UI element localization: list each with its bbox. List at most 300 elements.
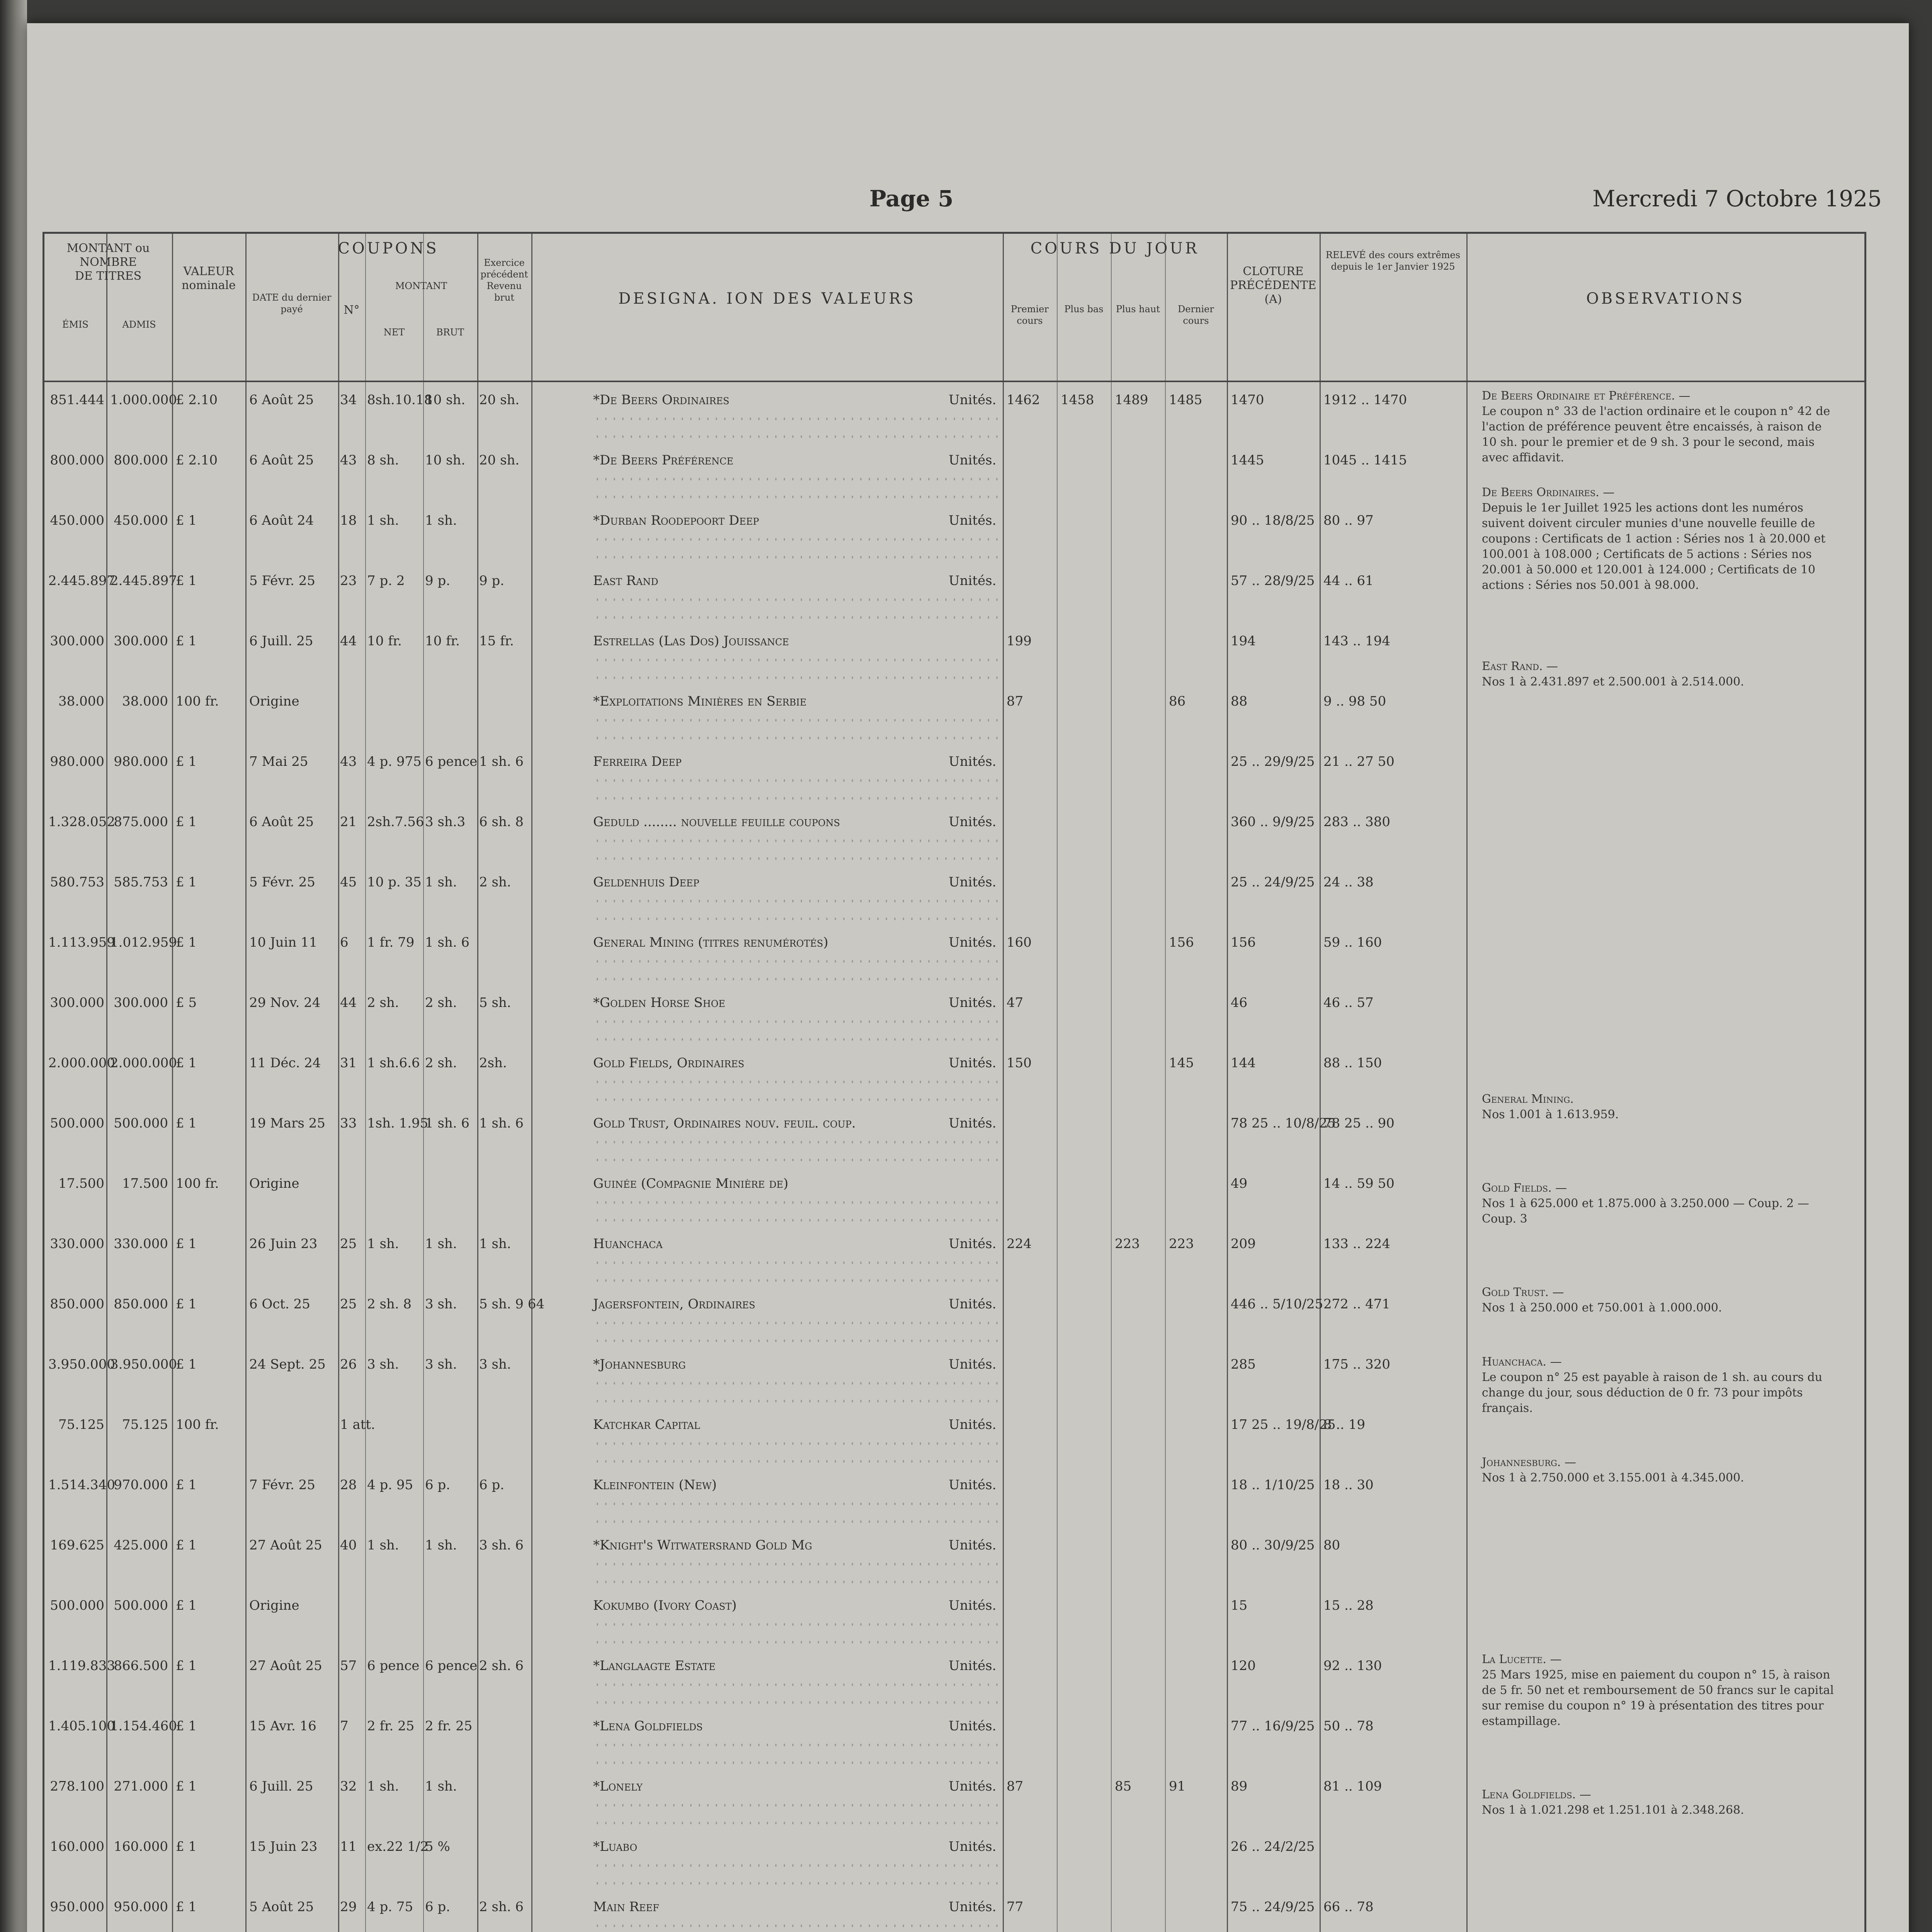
cell-dc: 223 bbox=[1169, 1236, 1194, 1252]
header-cours-du-jour: COURS DU JOUR bbox=[1030, 240, 1199, 257]
cell-unit: Unités. bbox=[949, 1417, 997, 1432]
cell-no: 1 att. bbox=[340, 1417, 375, 1432]
observation-text: Le coupon n° 33 de l'action ordinaire et le coupon n° 42 de l'action de préférence peuvent être encaissés, à raison de 10 sh. pour le premier et de 9 sh. 3 pour le second, mais avec affidavit. bbox=[1482, 405, 1830, 464]
cell-p1: 199 bbox=[1007, 633, 1032, 649]
cell-rel: 9 .. 98 50 bbox=[1323, 694, 1386, 709]
cell-unit: Unités. bbox=[949, 1477, 997, 1493]
cell-clo: 1470 bbox=[1231, 392, 1264, 408]
cell-date: Origine bbox=[249, 694, 299, 709]
cell-name: *Luabo bbox=[593, 1839, 638, 1854]
cell-clo: 194 bbox=[1231, 633, 1256, 649]
cell-val: £ 1 bbox=[176, 1779, 197, 1794]
leader-dots bbox=[593, 1857, 999, 1894]
cell-name: *Lonely bbox=[593, 1779, 643, 1794]
cell-p1: 224 bbox=[1007, 1236, 1032, 1252]
cell-val: £ 2.10 bbox=[176, 452, 218, 468]
leader-dots bbox=[593, 1194, 999, 1231]
cell-no: 57 bbox=[340, 1658, 357, 1673]
cell-rev: 20 sh. bbox=[479, 392, 520, 408]
cell-p1: 47 bbox=[1007, 995, 1024, 1010]
cell-rev: 2 sh. bbox=[479, 874, 511, 890]
cell-rel: 14 .. 59 50 bbox=[1323, 1176, 1395, 1191]
cell-rev: 9 p. bbox=[479, 573, 505, 588]
cell-clo: 89 bbox=[1231, 1779, 1248, 1794]
cell-rel: 18 .. 30 bbox=[1323, 1477, 1374, 1493]
cell-date: 6 Août 25 bbox=[249, 392, 314, 408]
cell-p1: 87 bbox=[1007, 1779, 1024, 1794]
cell-rel: 66 .. 78 bbox=[1323, 1899, 1374, 1915]
cell-date: 24 Sept. 25 bbox=[249, 1357, 326, 1372]
cell-date: 7 Févr. 25 bbox=[249, 1477, 315, 1493]
cell-name: Huanchaca bbox=[593, 1236, 663, 1252]
cell-name: Katchkar Capital bbox=[593, 1417, 700, 1432]
cell-date: 6 Août 24 bbox=[249, 513, 314, 528]
cell-clo: 46 bbox=[1231, 995, 1248, 1010]
observation-title: East Rand. — bbox=[1482, 660, 1558, 673]
cell-ph: 223 bbox=[1115, 1236, 1140, 1252]
cell-val: £ 1 bbox=[176, 814, 197, 830]
cell-emis: 300.000 bbox=[50, 995, 104, 1010]
cell-val: £ 2.10 bbox=[176, 392, 218, 408]
header-designation: DESIGNA. ION DES VALEURS bbox=[618, 290, 916, 308]
cell-unit: Unités. bbox=[949, 1598, 997, 1613]
observation-title: Gold Trust. — bbox=[1482, 1286, 1564, 1299]
cell-val: £ 1 bbox=[176, 1658, 197, 1673]
cell-admis: 17.500 bbox=[122, 1176, 168, 1191]
cell-emis: 1.328.052 bbox=[48, 814, 116, 830]
header-emis: ÉMIS bbox=[62, 319, 88, 330]
cell-dc: 145 bbox=[1169, 1055, 1194, 1071]
leader-dots bbox=[593, 1555, 999, 1592]
cell-rev: 1 sh. bbox=[479, 1236, 511, 1252]
cell-name: General Mining (titres renumérotés) bbox=[593, 935, 828, 950]
header-valeur: VALEUR nominale bbox=[182, 265, 236, 292]
observation-text: Nos 1 à 625.000 et 1.875.000 à 3.250.000 — Coup. 2 — Coup. 3 bbox=[1482, 1197, 1809, 1226]
cell-rel: 80 .. 97 bbox=[1323, 513, 1374, 528]
cell-brut: 9 p. bbox=[425, 573, 451, 588]
header-montant: MONTANT ou NOMBRE DE TITRES bbox=[66, 242, 150, 283]
leader-dots bbox=[593, 410, 999, 447]
cell-admis: 980.000 bbox=[114, 754, 168, 769]
cell-name: *De Beers Préférence bbox=[593, 452, 734, 468]
cell-no: 43 bbox=[340, 754, 357, 769]
leader-dots bbox=[593, 470, 999, 507]
observation-note bbox=[1482, 1092, 1837, 1122]
cell-net: 4 p. 95 bbox=[367, 1477, 413, 1493]
cell-net: 2 sh. 8 bbox=[367, 1296, 412, 1312]
cell-no: 26 bbox=[340, 1357, 357, 1372]
cell-rel: 46 .. 57 bbox=[1323, 995, 1374, 1010]
cell-date: 19 Mars 25 bbox=[249, 1116, 325, 1131]
cell-rel: 59 .. 160 bbox=[1323, 935, 1382, 950]
cell-val: £ 1 bbox=[176, 1899, 197, 1915]
leader-dots bbox=[593, 1917, 999, 1932]
cell-net: 6 pence bbox=[367, 1658, 420, 1673]
cell-brut: 10 sh. bbox=[425, 392, 466, 408]
cell-emis: 950.000 bbox=[50, 1899, 104, 1915]
leader-dots bbox=[593, 772, 999, 809]
cell-name: *Lena Goldfields bbox=[593, 1718, 703, 1734]
leader-dots bbox=[593, 1616, 999, 1653]
cell-p1: 150 bbox=[1007, 1055, 1032, 1071]
cell-rev: 15 fr. bbox=[479, 633, 514, 649]
cell-dc: 156 bbox=[1169, 935, 1194, 950]
cell-unit: Unités. bbox=[949, 1116, 997, 1131]
cell-emis: 169.625 bbox=[50, 1537, 104, 1553]
leader-dots bbox=[593, 892, 999, 929]
cell-no: 29 bbox=[340, 1899, 357, 1915]
newspaper-page bbox=[27, 23, 1909, 1932]
cell-emis: 500.000 bbox=[50, 1598, 104, 1613]
cell-net: 1 sh. bbox=[367, 1537, 399, 1553]
observation-note bbox=[1482, 1285, 1837, 1316]
observation-note bbox=[1482, 388, 1837, 466]
cell-name: Geduld ........ nouvelle feuille coupons bbox=[593, 814, 840, 830]
cell-name: East Rand bbox=[593, 573, 658, 588]
cell-clo: 26 .. 24/2/25 bbox=[1231, 1839, 1315, 1854]
cell-unit: Unités. bbox=[949, 814, 997, 830]
cell-net: 10 p. 35 bbox=[367, 874, 422, 890]
cell-unit: Unités. bbox=[949, 1779, 997, 1794]
cell-admis: 850.000 bbox=[114, 1296, 168, 1312]
cell-rel: 44 .. 61 bbox=[1323, 573, 1374, 588]
cell-val: £ 1 bbox=[176, 1537, 197, 1553]
cell-no: 25 bbox=[340, 1236, 357, 1252]
cell-net: 7 p. 2 bbox=[367, 573, 405, 588]
cell-emis: 980.000 bbox=[50, 754, 104, 769]
cell-val: 100 fr. bbox=[176, 694, 219, 709]
cell-clo: 120 bbox=[1231, 1658, 1256, 1673]
cell-clo: 25 .. 24/9/25 bbox=[1231, 874, 1315, 890]
cell-admis: 300.000 bbox=[114, 995, 168, 1010]
cell-brut: 6 pence bbox=[425, 754, 478, 769]
cell-admis: 160.000 bbox=[114, 1839, 168, 1854]
cell-emis: 1.405.100 bbox=[48, 1718, 116, 1734]
cell-val: £ 1 bbox=[176, 874, 197, 890]
cell-rev: 2 sh. 6 bbox=[479, 1658, 524, 1673]
cell-date: 26 Juin 23 bbox=[249, 1236, 318, 1252]
cell-no: 25 bbox=[340, 1296, 357, 1312]
header-no: N° bbox=[344, 303, 360, 317]
cell-name: *Langlaagte Estate bbox=[593, 1658, 716, 1673]
cell-no: 32 bbox=[340, 1779, 357, 1794]
leader-dots bbox=[593, 1736, 999, 1773]
cell-emis: 1.113.959 bbox=[48, 935, 116, 950]
cell-name: *Knight's Witwatersrand Gold Mg bbox=[593, 1537, 812, 1553]
cell-unit: Unités. bbox=[949, 1839, 997, 1854]
leader-dots bbox=[593, 1314, 999, 1351]
cell-name: Gold Trust, Ordinaires nouv. feuil. coup. bbox=[593, 1116, 856, 1131]
leader-dots bbox=[593, 1013, 999, 1050]
cell-no: 45 bbox=[340, 874, 357, 890]
cell-name: Estrellas (Las Dos) Jouissance bbox=[593, 633, 789, 649]
cell-emis: 450.000 bbox=[50, 513, 104, 528]
cell-brut: 6 pence bbox=[425, 1658, 478, 1673]
cell-val: £ 1 bbox=[176, 1357, 197, 1372]
cell-emis: 800.000 bbox=[50, 452, 104, 468]
cell-p1: 87 bbox=[1007, 694, 1024, 709]
cell-rel: 133 .. 224 bbox=[1323, 1236, 1391, 1252]
leader-dots bbox=[593, 1796, 999, 1833]
cell-emis: 278.100 bbox=[50, 1779, 104, 1794]
cell-date: 7 Mai 25 bbox=[249, 754, 308, 769]
cell-no: 33 bbox=[340, 1116, 357, 1131]
header-plus-bas: Plus bas bbox=[1064, 304, 1104, 315]
cell-rev: 5 sh. bbox=[479, 995, 511, 1010]
cell-emis: 580.753 bbox=[50, 874, 104, 890]
observation-text: Nos 1 à 2.750.000 et 3.155.001 à 4.345.000. bbox=[1482, 1471, 1744, 1485]
cell-brut: 3 sh.3 bbox=[425, 814, 466, 830]
cell-brut: 10 sh. bbox=[425, 452, 466, 468]
cell-brut: 1 sh. bbox=[425, 874, 457, 890]
observation-title: Johannesburg. — bbox=[1482, 1456, 1576, 1469]
cell-brut: 5 % bbox=[425, 1839, 450, 1854]
cell-rev: 2 sh. 6 bbox=[479, 1899, 524, 1915]
cell-date: 5 Févr. 25 bbox=[249, 874, 315, 890]
cell-date: 15 Avr. 16 bbox=[249, 1718, 316, 1734]
cell-emis: 1.514.340 bbox=[48, 1477, 116, 1493]
cell-name: Ferreira Deep bbox=[593, 754, 682, 769]
cell-date: Origine bbox=[249, 1598, 299, 1613]
cell-unit: Unités. bbox=[949, 1055, 997, 1071]
cell-brut: 1 sh. 6 bbox=[425, 1116, 470, 1131]
cell-p1: 77 bbox=[1007, 1899, 1024, 1915]
cell-ph: 85 bbox=[1115, 1779, 1132, 1794]
cell-admis: 271.000 bbox=[114, 1779, 168, 1794]
cell-no: 28 bbox=[340, 1477, 357, 1493]
cell-val: £ 1 bbox=[176, 1236, 197, 1252]
cell-date: 10 Juin 11 bbox=[249, 935, 318, 950]
cell-clo: 75 .. 24/9/25 bbox=[1231, 1899, 1315, 1915]
cell-date: 11 Déc. 24 bbox=[249, 1055, 321, 1071]
cell-date: 27 Août 25 bbox=[249, 1658, 322, 1673]
cell-admis: 38.000 bbox=[122, 694, 168, 709]
cell-emis: 850.000 bbox=[50, 1296, 104, 1312]
cell-emis: 2.000.000 bbox=[48, 1055, 116, 1071]
header-dernier: Dernier cours bbox=[1178, 304, 1214, 326]
cell-rel: 175 .. 320 bbox=[1323, 1357, 1391, 1372]
cell-admis: 1.000.000 bbox=[110, 392, 177, 408]
header-brut: BRUT bbox=[436, 327, 464, 338]
cell-emis: 38.000 bbox=[58, 694, 104, 709]
observation-title: General Mining. bbox=[1482, 1092, 1574, 1106]
cell-date: 6 Juill. 25 bbox=[249, 1779, 313, 1794]
cell-rev: 5 sh. 9 64 bbox=[479, 1296, 545, 1312]
cell-emis: 3.950.000 bbox=[48, 1357, 116, 1372]
cell-admis: 75.125 bbox=[122, 1417, 168, 1432]
leader-dots bbox=[593, 711, 999, 748]
cell-no: 18 bbox=[340, 513, 357, 528]
cell-name: Kokumbo (Ivory Coast) bbox=[593, 1598, 737, 1613]
cell-admis: 425.000 bbox=[114, 1537, 168, 1553]
cell-clo: 80 .. 30/9/25 bbox=[1231, 1537, 1315, 1553]
cell-clo: 144 bbox=[1231, 1055, 1256, 1071]
page-header bbox=[27, 185, 1909, 220]
page-date: Mercredi 7 Octobre 1925 bbox=[1592, 185, 1882, 212]
cell-net: 1 sh. bbox=[367, 1779, 399, 1794]
cell-p1: 160 bbox=[1007, 935, 1032, 950]
cell-rel: 88 .. 150 bbox=[1323, 1055, 1382, 1071]
leader-dots bbox=[593, 651, 999, 688]
header-coupons: COUPONS bbox=[338, 240, 439, 257]
cell-clo: 17 25 .. 19/8/25 bbox=[1231, 1417, 1336, 1432]
observation-note bbox=[1482, 1180, 1837, 1227]
cell-unit: Unités. bbox=[949, 573, 997, 588]
cell-clo: 88 bbox=[1231, 694, 1248, 709]
cell-val: £ 1 bbox=[176, 1839, 197, 1854]
cell-val: £ 1 bbox=[176, 573, 197, 588]
cell-val: £ 1 bbox=[176, 633, 197, 649]
cell-emis: 75.125 bbox=[58, 1417, 104, 1432]
cell-unit: Unités. bbox=[949, 1537, 997, 1553]
cell-val: 100 fr. bbox=[176, 1417, 219, 1432]
cell-rel: 15 .. 28 bbox=[1323, 1598, 1374, 1613]
cell-net: 2 fr. 25 bbox=[367, 1718, 415, 1734]
cell-val: £ 1 bbox=[176, 1055, 197, 1071]
cell-val: £ 1 bbox=[176, 935, 197, 950]
cell-rel: 24 .. 38 bbox=[1323, 874, 1374, 890]
cell-date: 5 Août 25 bbox=[249, 1899, 314, 1915]
cell-net: 4 p. 75 bbox=[367, 1899, 413, 1915]
cell-admis: 500.000 bbox=[114, 1598, 168, 1613]
cell-brut: 2 sh. bbox=[425, 1055, 457, 1071]
cell-dc: 91 bbox=[1169, 1779, 1186, 1794]
cell-rel: 21 .. 27 50 bbox=[1323, 754, 1395, 769]
cell-no: 34 bbox=[340, 392, 357, 408]
cell-unit: Unités. bbox=[949, 1296, 997, 1312]
quotation-table bbox=[43, 232, 1866, 1932]
binding-edge bbox=[0, 0, 27, 1932]
leader-dots bbox=[593, 1254, 999, 1291]
leader-dots bbox=[593, 1133, 999, 1170]
cell-unit: Unités. bbox=[949, 1357, 997, 1372]
leader-dots bbox=[593, 1374, 999, 1412]
cell-rev: 1 sh. 6 bbox=[479, 754, 524, 769]
cell-dc: 1485 bbox=[1169, 392, 1202, 408]
cell-rev: 6 sh. 8 bbox=[479, 814, 524, 830]
leader-dots bbox=[593, 1495, 999, 1532]
leader-dots bbox=[593, 832, 999, 869]
cell-unit: Unités. bbox=[949, 874, 997, 890]
cell-brut: 1 sh. bbox=[425, 1779, 457, 1794]
header-observations: OBSERVATIONS bbox=[1586, 290, 1745, 308]
cell-no: 44 bbox=[340, 995, 357, 1010]
cell-rev: 1 sh. 6 bbox=[479, 1116, 524, 1131]
cell-admis: 1.012.959 bbox=[110, 935, 177, 950]
cell-unit: Unités. bbox=[949, 513, 997, 528]
cell-date: Origine bbox=[249, 1176, 299, 1191]
cell-net: ex.22 1/2 bbox=[367, 1839, 429, 1854]
cell-emis: 160.000 bbox=[50, 1839, 104, 1854]
cell-rev: 3 sh. 6 bbox=[479, 1537, 524, 1553]
cell-emis: 2.445.897 bbox=[48, 573, 116, 588]
cell-val: £ 5 bbox=[176, 995, 197, 1010]
cell-rel: 283 .. 380 bbox=[1323, 814, 1391, 830]
observation-text: Nos 1.001 à 1.613.959. bbox=[1482, 1108, 1619, 1121]
cell-net: 2sh.7.56 bbox=[367, 814, 424, 830]
cell-admis: 330.000 bbox=[114, 1236, 168, 1252]
cell-rel: 50 .. 78 bbox=[1323, 1718, 1374, 1734]
observation-title: Lena Goldfields. — bbox=[1482, 1788, 1591, 1801]
cell-p1: 1462 bbox=[1007, 392, 1040, 408]
cell-unit: Unités. bbox=[949, 1718, 997, 1734]
cell-admis: 450.000 bbox=[114, 513, 168, 528]
cell-name: Guinée (Compagnie Minière de) bbox=[593, 1176, 789, 1191]
cell-brut: 2 sh. bbox=[425, 995, 457, 1010]
cell-brut: 6 p. bbox=[425, 1899, 451, 1915]
cell-clo: 15 bbox=[1231, 1598, 1248, 1613]
cell-brut: 6 p. bbox=[425, 1477, 451, 1493]
cell-emis: 1.119.833 bbox=[48, 1658, 116, 1673]
cell-rel: 78 25 .. 90 bbox=[1323, 1116, 1395, 1131]
cell-clo: 18 .. 1/10/25 bbox=[1231, 1477, 1315, 1493]
cell-rel: 143 .. 194 bbox=[1323, 633, 1391, 649]
cell-rel: 8 .. 19 bbox=[1323, 1417, 1366, 1432]
cell-clo: 360 .. 9/9/25 bbox=[1231, 814, 1315, 830]
cell-val: £ 1 bbox=[176, 513, 197, 528]
cell-val: £ 1 bbox=[176, 1598, 197, 1613]
cell-admis: 3.950.000 bbox=[110, 1357, 177, 1372]
cell-name: *Johannesburg bbox=[593, 1357, 686, 1372]
observation-text: Nos 1 à 1.021.298 et 1.251.101 à 2.348.268. bbox=[1482, 1803, 1744, 1817]
leader-dots bbox=[593, 591, 999, 628]
cell-clo: 25 .. 29/9/25 bbox=[1231, 754, 1315, 769]
cell-name: Geldenhuis Deep bbox=[593, 874, 699, 890]
cell-unit: Unités. bbox=[949, 754, 997, 769]
cell-net: 1 fr. 79 bbox=[367, 935, 415, 950]
cell-date: 6 Août 25 bbox=[249, 814, 314, 830]
observation-note bbox=[1482, 1354, 1837, 1416]
cell-no: 43 bbox=[340, 452, 357, 468]
cell-name: Kleinfontein (New) bbox=[593, 1477, 717, 1493]
cell-name: Gold Fields, Ordinaires bbox=[593, 1055, 745, 1071]
cell-admis: 500.000 bbox=[114, 1116, 168, 1131]
cell-name: *Durban Roodepoort Deep bbox=[593, 513, 759, 528]
header-net: NET bbox=[383, 327, 405, 338]
observation-note bbox=[1482, 1787, 1837, 1818]
cell-net: 1 sh.6.6 bbox=[367, 1055, 420, 1071]
cell-no: 21 bbox=[340, 814, 357, 830]
cell-net: 1sh. 1.95 bbox=[367, 1116, 429, 1131]
cell-emis: 17.500 bbox=[58, 1176, 104, 1191]
cell-no: 40 bbox=[340, 1537, 357, 1553]
cell-name: *Exploitations Minières en Serbie bbox=[593, 694, 807, 709]
cell-emis: 500.000 bbox=[50, 1116, 104, 1131]
cell-admis: 2.000.000 bbox=[110, 1055, 177, 1071]
cell-net: 10 fr. bbox=[367, 633, 402, 649]
cell-clo: 90 .. 18/8/25 bbox=[1231, 513, 1315, 528]
cell-rev: 6 p. bbox=[479, 1477, 505, 1493]
cell-admis: 800.000 bbox=[114, 452, 168, 468]
cell-rev: 2sh. bbox=[479, 1055, 507, 1071]
observation-title: Gold Fields. — bbox=[1482, 1181, 1567, 1195]
leader-dots bbox=[593, 531, 999, 568]
cell-unit: Unités. bbox=[949, 1899, 997, 1915]
cell-no: 11 bbox=[340, 1839, 357, 1854]
cell-no: 6 bbox=[340, 935, 349, 950]
cell-rev: 3 sh. bbox=[479, 1357, 511, 1372]
cell-val: £ 1 bbox=[176, 754, 197, 769]
cell-rel: 272 .. 471 bbox=[1323, 1296, 1391, 1312]
cell-name: *Golden Horse Shoe bbox=[593, 995, 725, 1010]
cell-net: 4 p. 975 bbox=[367, 754, 422, 769]
observation-title: Huanchaca. — bbox=[1482, 1355, 1562, 1369]
cell-val: £ 1 bbox=[176, 1296, 197, 1312]
cell-clo: 78 25 .. 10/8/25 bbox=[1231, 1116, 1336, 1131]
cell-clo: 446 .. 5/10/25 bbox=[1231, 1296, 1323, 1312]
observation-note bbox=[1482, 1455, 1837, 1486]
header-date-dernier: DATE du dernier payé bbox=[252, 292, 332, 315]
